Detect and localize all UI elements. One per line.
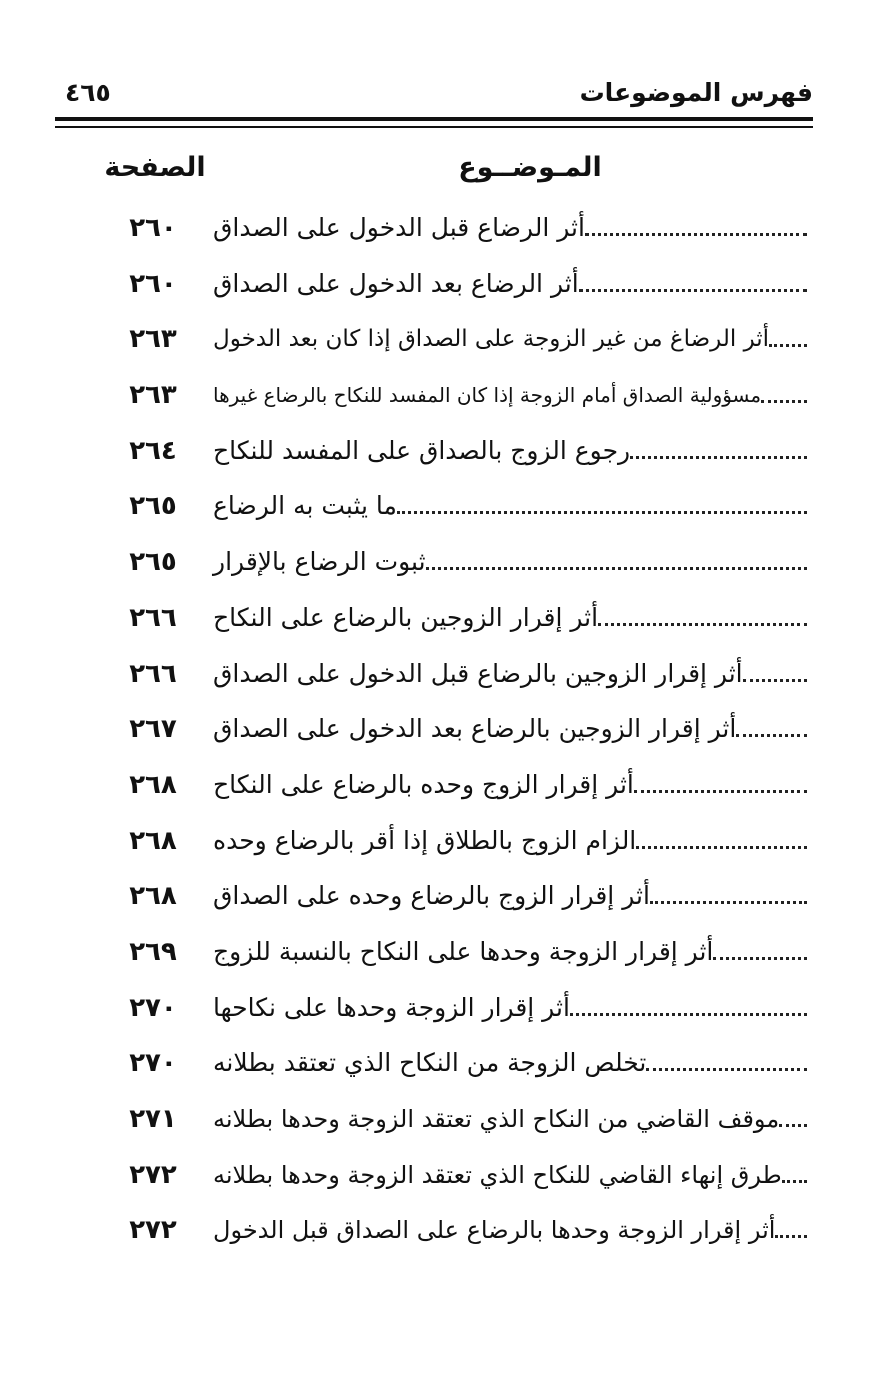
- table-of-contents: [0, 200, 879, 1258]
- toc-entry-page: ٢٦٣: [129, 380, 177, 411]
- toc-entry-page: ٢٦٤: [129, 435, 177, 466]
- toc-entry-page: ٢٦٠: [129, 268, 177, 299]
- toc-dot-leader: [743, 679, 807, 682]
- toc-entry-title: تخلص الزوجة من النكاح الذي تعتقد بطلانه: [213, 1048, 647, 1078]
- toc-dot-leader: [598, 623, 807, 626]
- toc-entry-title: أثر إقرار الزوجين بالرضاع بعد الدخول على الصداق: [213, 714, 737, 744]
- toc-dot-leader: [630, 456, 807, 459]
- toc-dot-leader: [636, 846, 807, 849]
- toc-entry-title: ما يثبت به الرضاع: [213, 491, 397, 521]
- toc-entry-page: ٢٧٢: [129, 1159, 177, 1190]
- toc-entry-page: ٢٦٦: [129, 658, 177, 689]
- toc-entry-title: أثر إقرار الزوج بالرضاع وحده على الصداق: [213, 881, 650, 911]
- toc-row: [0, 924, 879, 980]
- toc-row: [0, 1035, 879, 1091]
- toc-entry: [205, 264, 807, 304]
- toc-entry-title: أثر الرضاغ من غير الزوجة على الصداق إذا كان بعد الدخول: [213, 326, 770, 353]
- toc-entry: [205, 431, 807, 471]
- toc-entry: [205, 709, 807, 749]
- toc-dot-leader: [769, 344, 807, 347]
- toc-row: [0, 311, 879, 367]
- toc-dot-leader: [579, 289, 807, 292]
- running-title: فهرس الموضوعات: [579, 78, 813, 107]
- toc-entry: [205, 1155, 807, 1195]
- toc-entry-page: ٢٦٠: [129, 213, 177, 243]
- toc-entry-title: أثر الرضاع قبل الدخول على الصداق: [213, 213, 585, 242]
- toc-entry-page: ٢٧٠: [129, 1048, 177, 1079]
- toc-dot-leader: [585, 233, 807, 236]
- toc-entry-title: الزام الزوج بالطلاق إذا أقر بالرضاع وحده: [213, 825, 637, 855]
- toc-dot-leader: [634, 790, 807, 793]
- toc-dot-leader: [736, 734, 807, 737]
- toc-entry: [205, 765, 807, 805]
- toc-row: [0, 701, 879, 757]
- toc-entry: [205, 208, 807, 248]
- toc-dot-leader: [650, 901, 807, 904]
- toc-dot-leader: [713, 957, 807, 960]
- toc-entry: [205, 988, 807, 1028]
- toc-entry-page: ٢٧١: [129, 1104, 177, 1134]
- toc-row: [0, 1091, 879, 1147]
- toc-entry: [205, 1099, 807, 1139]
- column-header-page: الصفحة: [104, 152, 206, 183]
- toc-dot-leader: [646, 1068, 807, 1071]
- toc-entry-page: ٢٧٢: [129, 1215, 177, 1246]
- toc-entry: [205, 1210, 807, 1250]
- toc-entry-page: ٢٦٨: [129, 881, 177, 912]
- toc-entry-title: أثر إقرار الزوجة وحدها على نكاحها: [213, 992, 570, 1022]
- toc-dot-leader: [761, 400, 807, 403]
- toc-entry: [205, 932, 807, 972]
- toc-row: [0, 423, 879, 479]
- toc-entry-page: ٢٦٨: [129, 769, 177, 800]
- toc-row: [0, 813, 879, 869]
- toc-entry: [205, 486, 807, 526]
- toc-entry-page: ٢٦٦: [129, 602, 177, 633]
- toc-row: [0, 1202, 879, 1258]
- toc-entry-title: أثر الرضاع بعد الدخول على الصداق: [213, 268, 579, 298]
- toc-entry-page: ٢٦٨: [129, 825, 177, 856]
- toc-dot-leader: [426, 567, 807, 570]
- toc-entry-title: طرق إنهاء القاضي للنكاح الذي تعتقد الزوجة وحدها بطلانه: [213, 1160, 782, 1189]
- toc-row: [0, 646, 879, 702]
- toc-entry-title: مسؤولية الصداق أمام الزوجة إذا كان المفسد للنكاح بالرضاع غيرها: [213, 383, 762, 408]
- toc-entry-title: أثر إقرار الزوج وحده بالرضاع على النكاح: [213, 769, 634, 799]
- header-rule-thick: [55, 117, 813, 121]
- toc-row: [0, 256, 879, 312]
- toc-entry: [205, 598, 807, 638]
- toc-row: [0, 1147, 879, 1203]
- header-rule-thin: [55, 126, 813, 128]
- toc-row: [0, 534, 879, 590]
- toc-entry: [205, 375, 807, 415]
- toc-row: [0, 868, 879, 924]
- toc-entry: [205, 542, 807, 582]
- toc-entry: [205, 319, 807, 359]
- page-number: ٤٦٥: [65, 78, 111, 107]
- toc-entry-page: ٢٦٥: [129, 491, 177, 522]
- toc-entry-page: ٢٦٧: [129, 714, 177, 745]
- toc-entry-title: أثر إقرار الزوجة وحدها بالرضاع على الصداق قبل الدخول: [213, 1216, 776, 1245]
- toc-entry-page: ٢٦٣: [129, 324, 177, 355]
- toc-entry: [205, 821, 807, 861]
- toc-entry-title: ثبوت الرضاع بالإقرار: [213, 547, 426, 577]
- toc-entry: [205, 876, 807, 916]
- toc-entry-title: رجوع الزوج بالصداق على المفسد للنكاح: [213, 435, 631, 465]
- toc-row: [0, 478, 879, 534]
- toc-dot-leader: [397, 511, 807, 514]
- toc-entry-page: ٢٧٠: [129, 992, 177, 1023]
- toc-row: [0, 367, 879, 423]
- toc-dot-leader: [782, 1180, 807, 1183]
- toc-entry-title: أثر إقرار الزوجين بالرضاع على النكاح: [213, 602, 599, 632]
- toc-row: [0, 980, 879, 1036]
- toc-entry-page: ٢٦٩: [129, 936, 177, 967]
- toc-entry-title: أثر إقرار الزوجين بالرضاع قبل الدخول على الصداق: [213, 658, 743, 688]
- toc-row: [0, 757, 879, 813]
- column-header-topic: المـوضــوع: [458, 152, 602, 183]
- toc-entry: [205, 654, 807, 694]
- toc-entry-page: ٢٦٥: [129, 547, 177, 578]
- toc-dot-leader: [779, 1124, 807, 1127]
- toc-row: [0, 200, 879, 256]
- toc-entry: [205, 1043, 807, 1083]
- running-head: [55, 78, 813, 118]
- toc-dot-leader: [775, 1235, 807, 1238]
- toc-entry-title: أثر إقرار الزوجة وحدها على النكاح بالنسبة للزوج: [213, 936, 714, 966]
- toc-entry-title: موقف القاضي من النكاح الذي تعتقد الزوجة وحدها بطلانه: [213, 1105, 780, 1133]
- toc-dot-leader: [570, 1013, 807, 1016]
- toc-row: [0, 590, 879, 646]
